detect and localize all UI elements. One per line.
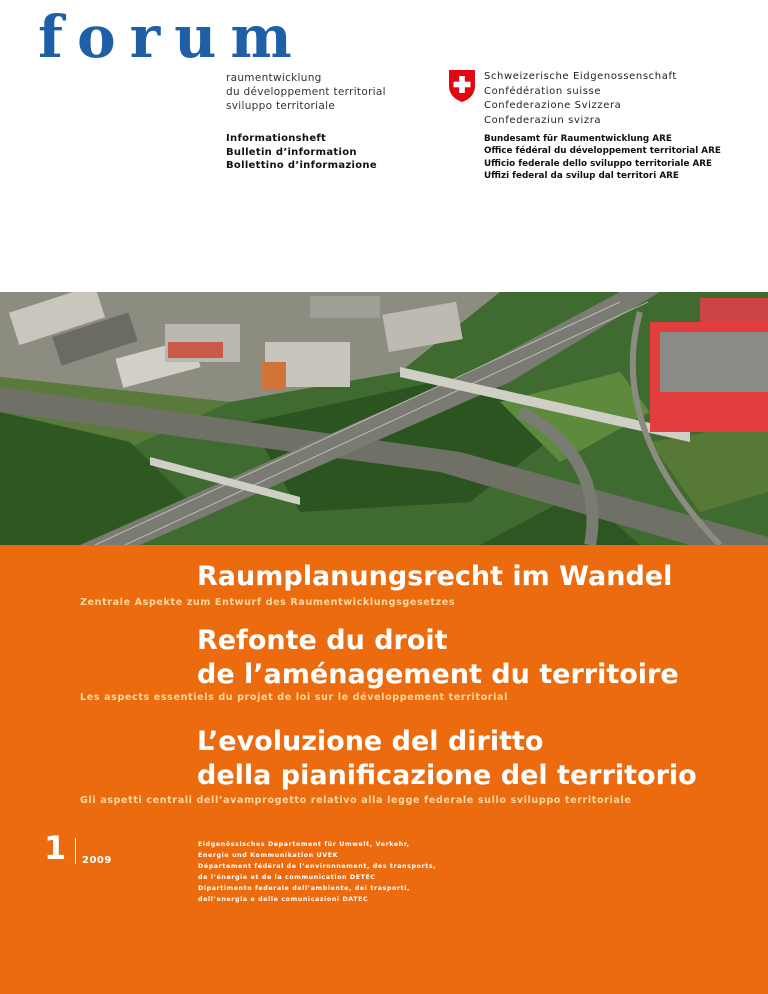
- confederation-line: Confederazione Svizzera: [484, 100, 622, 111]
- department-line: de l’énergie et de la communication DETEC: [198, 874, 376, 881]
- headline-line: de l’aménagement du territoire: [197, 659, 679, 690]
- logo-subtitle: [226, 71, 386, 113]
- headline-line: Refonte du droit: [197, 625, 448, 656]
- headline-fr: [197, 624, 679, 692]
- logo-subtitle-line: du développement territorial: [226, 86, 386, 98]
- aerial-highway-photo: [0, 292, 768, 545]
- headline-de: [197, 560, 672, 594]
- headline-line: Raumplanungsrecht im Wandel: [197, 561, 673, 592]
- office-line: Office fédéral du développement territorial ARE: [484, 146, 721, 157]
- logo-subtitle-line: sviluppo territoriale: [226, 100, 336, 112]
- issue-divider: [75, 838, 76, 864]
- subtitle-de: Zentrale Aspekte zum Entwurf des Raumentwicklungsgesetzes: [80, 597, 456, 608]
- issue-year: 2009: [82, 855, 112, 866]
- office-line: Ufficio federale dello sviluppo territoriale ARE: [484, 158, 713, 169]
- publication-type: [226, 132, 377, 173]
- subtitle-fr: Les aspects essentiels du projet de loi sur le développement territorial: [80, 692, 508, 703]
- forum-logo: forum: [38, 3, 306, 71]
- logo-subtitle-line: raumentwicklung: [226, 72, 322, 84]
- office-line: Uffizi federal da svilup dal territori ARE: [484, 171, 679, 182]
- subtitle-it: Gli aspetti centrali dell’avamprogetto relativo alla legge federale sullo sviluppo territoriale: [80, 795, 632, 806]
- confederation-line: Confederaziun svizra: [484, 114, 602, 126]
- publication-type-line: Informationsheft: [226, 133, 327, 144]
- issue-number: 1: [44, 829, 67, 867]
- confederation-block: [484, 70, 677, 128]
- department-line: Département fédéral de l’environnement, des transports,: [198, 863, 437, 870]
- headline-line: della pianificazione del territorio: [197, 760, 697, 791]
- headline-it: [197, 725, 697, 793]
- headline-line: L’evoluzione del diritto: [197, 726, 544, 757]
- swiss-coat-of-arms-icon: [447, 69, 477, 103]
- office-block: [484, 133, 721, 183]
- department-block: [198, 839, 436, 905]
- confederation-line: Confédération suisse: [484, 85, 602, 97]
- publication-type-line: Bollettino d’informazione: [226, 160, 377, 171]
- department-line: dell’energia e delle comunicazioni DATEC: [198, 896, 369, 903]
- department-line: Eidgenössisches Departement für Umwelt, Verkehr,: [198, 841, 410, 848]
- confederation-line: Schweizerische Eidgenossenschaft: [484, 71, 677, 82]
- department-line: Energie und Kommunikation UVEK: [198, 852, 339, 859]
- department-line: Dipartimento federale dell’ambiente, dei trasporti,: [198, 885, 410, 892]
- publication-type-line: Bulletin d’information: [226, 146, 357, 158]
- office-line: Bundesamt für Raumentwicklung ARE: [484, 134, 672, 144]
